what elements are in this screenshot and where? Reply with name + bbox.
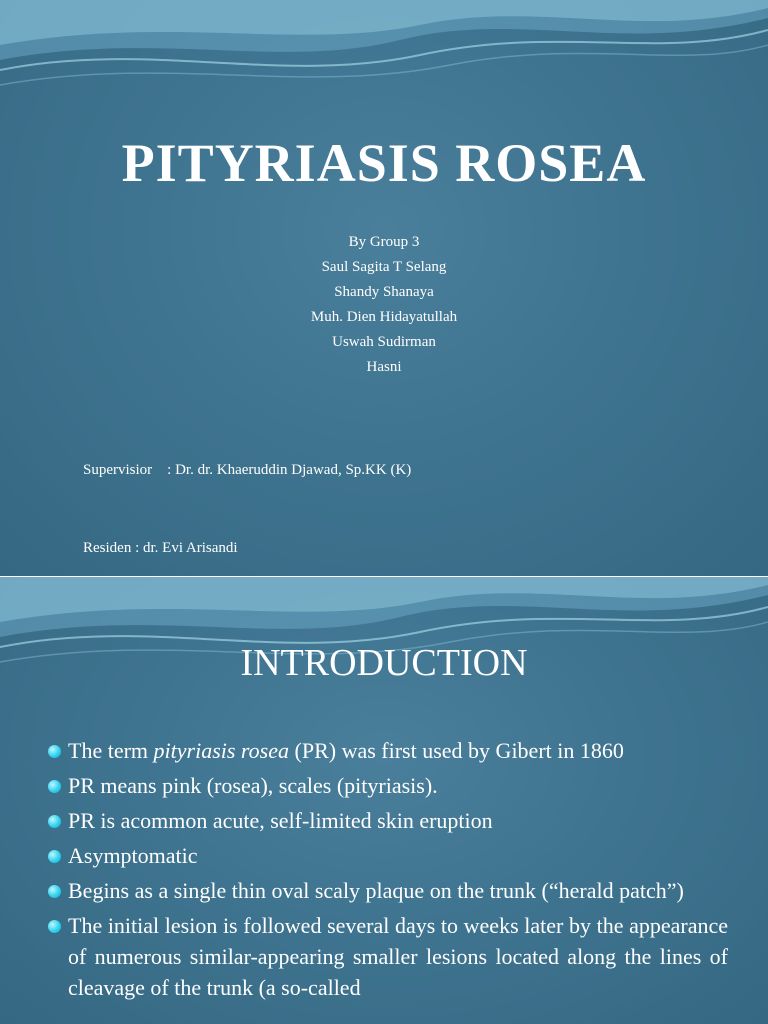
author-line: Shandy Shanaya (334, 284, 434, 300)
bullet-icon (48, 745, 61, 758)
author-line: By Group 3 (348, 234, 420, 250)
bullet-icon (48, 850, 61, 863)
author-line: Muh. Dien Hidayatullah (310, 309, 458, 325)
list-item: Begins as a single thin oval scaly plaque on the trunk (“herald patch”) (48, 875, 728, 906)
bullet-icon (48, 920, 61, 933)
wave-decoration (0, 0, 768, 110)
bullet-icon (48, 815, 61, 828)
list-item: PR is acommon acute, self-limited skin eruption (48, 805, 728, 836)
author-list (0, 230, 768, 380)
supervisor-line: Supervisior : Dr. dr. Khaeruddin Djawad, Sp.KK (K) (83, 462, 412, 478)
author-line: Saul Sagita T Selang (321, 259, 447, 275)
list-item: PR means pink (rosea), scales (pityriasis). (48, 770, 728, 801)
list-item: The term pityriasis rosea (PR) was first used by Gibert in 1860 (48, 735, 728, 766)
list-item: The initial lesion is followed several days to weeks later by the appearance of numerous similar-appearing smaller lesions located along the lines of cleavage of the trunk (a so-called (48, 910, 728, 1003)
introduction-slide (0, 577, 768, 1024)
author-line: Hasni (366, 359, 402, 375)
list-item: Asymptomatic (48, 840, 728, 871)
bullet-icon (48, 885, 61, 898)
slide-title: PITYRIASIS ROSEA (121, 133, 647, 193)
supervisor-block (83, 405, 411, 576)
resident-line: Residen : dr. Evi Arisandi (83, 540, 238, 556)
bullet-list (48, 735, 728, 1007)
author-line: Uswah Sudirman (332, 334, 436, 350)
slide-title: INTRODUCTION (240, 642, 528, 684)
bullet-icon (48, 780, 61, 793)
